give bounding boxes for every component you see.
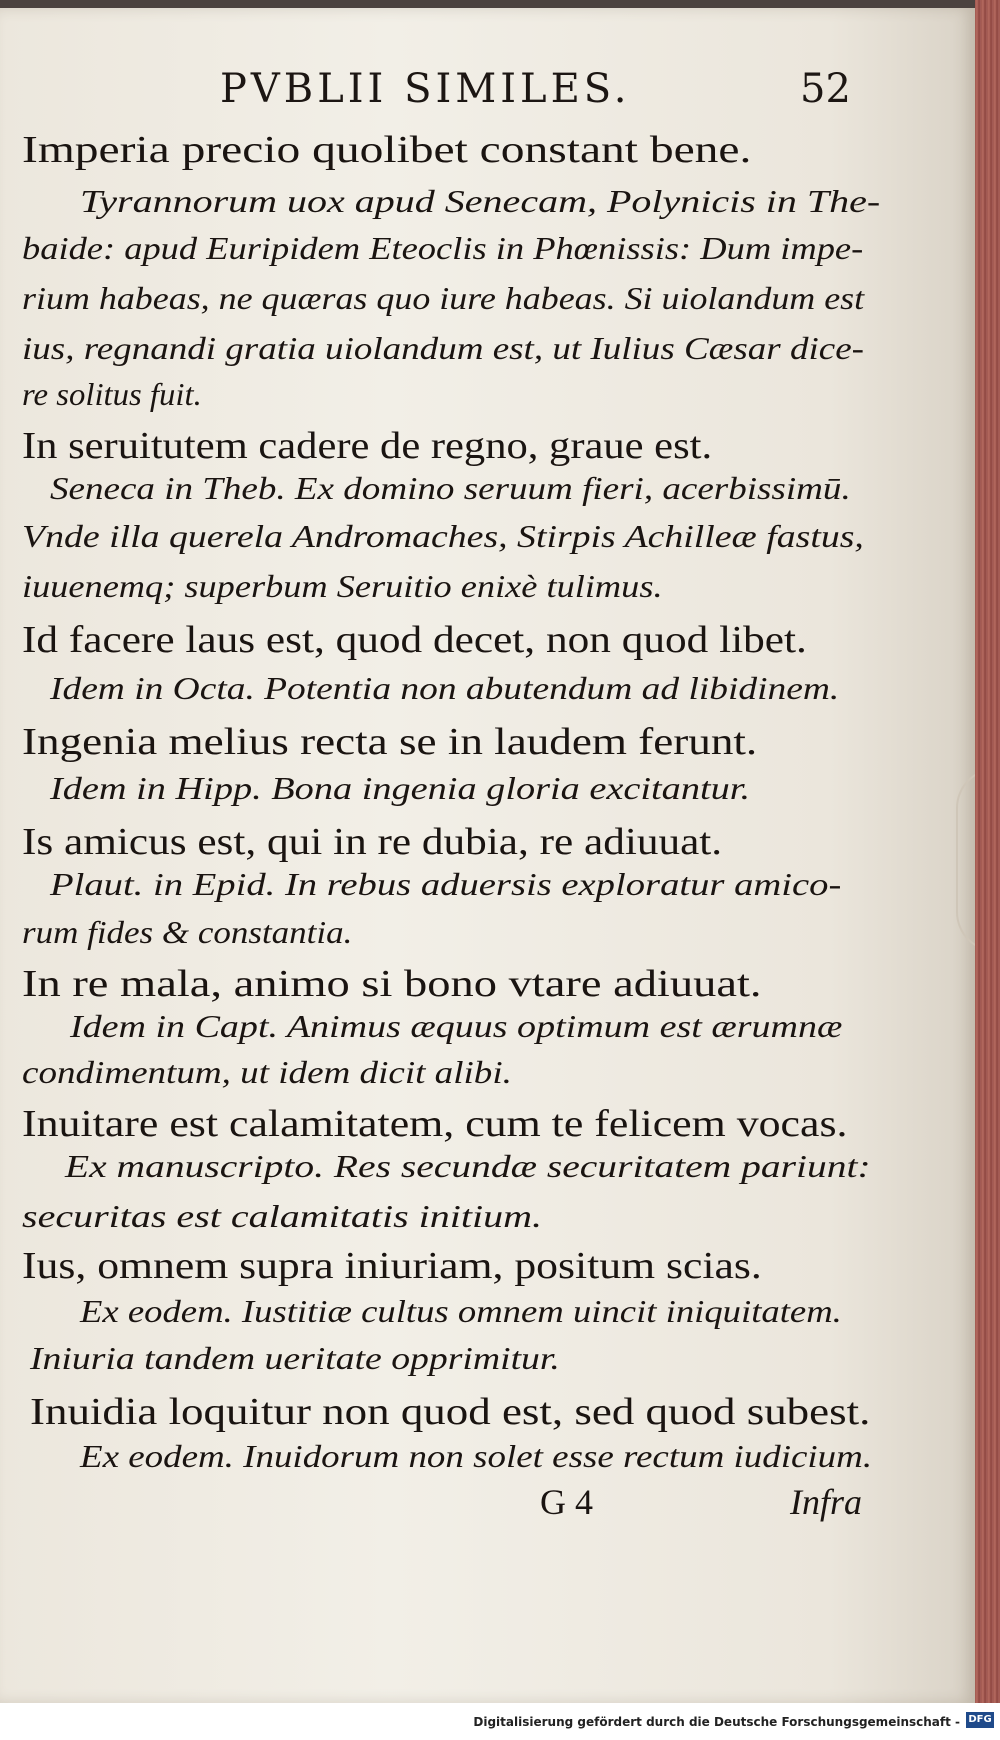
commentary-line: Ex eodem. Inuidorum non solet esse rectum iudicium. — [80, 1438, 873, 1474]
signature-mark: G 4 — [540, 1482, 593, 1522]
commentary-line: iuuenemq; superbum Seruitio enixè tulimus. — [22, 568, 663, 604]
commentary-line: Tyrannorum uox apud Senecam, Polynicis in The- — [80, 183, 881, 219]
book-edge — [975, 0, 1000, 1705]
proverb-line: In re mala, animo si bono vtare adiuuat. — [22, 963, 762, 1005]
credit-bar — [0, 1703, 1000, 1740]
commentary-line: rium habeas, ne quæras quo iure habeas. Si uiolandum est — [22, 280, 865, 316]
commentary-line: Idem in Octa. Potentia non abutendum ad libidinem. — [50, 670, 840, 706]
commentary-line: Iniuria tandem ueritate opprimitur. — [30, 1340, 560, 1376]
running-head: PVBLII SIMILES. — [220, 66, 631, 112]
commentary-line: Seneca in Theb. Ex domino seruum fieri, acerbissimū. — [50, 470, 851, 506]
commentary-line: Vnde illa querela Andromaches, Stirpis Achilleæ fastus, — [22, 518, 864, 554]
proverb-line: In seruitutem cadere de regno, graue est. — [22, 425, 713, 467]
proverb-line: Ingenia melius recta se in laudem ferunt. — [22, 721, 758, 763]
book-page — [0, 8, 975, 1703]
commentary-line: securitas est calamitatis initium. — [22, 1198, 542, 1234]
proverb-line: Inuitare est calamitatem, cum te felicem vocas. — [22, 1103, 848, 1145]
proverb-line: Is amicus est, qui in re dubia, re adiuuat. — [22, 821, 723, 863]
commentary-line: ius, regnandi gratia uiolandum est, ut Iulius Cæsar dice- — [22, 330, 864, 366]
dfg-logo-icon: DFG — [966, 1712, 994, 1728]
commentary-line: re solitus fuit. — [22, 376, 202, 412]
proverb-line: Id facere laus est, quod decet, non quod libet. — [22, 619, 807, 661]
proverb-line: Imperia precio quolibet constant bene. — [22, 129, 752, 171]
commentary-line: rum fides & constantia. — [22, 914, 353, 950]
proverb-line: Ius, omnem supra iniuriam, positum scias. — [22, 1245, 762, 1287]
commentary-line: baide: apud Euripidem Eteoclis in Phœnissis: Dum impe- — [22, 230, 864, 266]
commentary-line: Ex manuscripto. Res secundæ securitatem pariunt: — [65, 1148, 871, 1184]
page-header — [0, 66, 975, 116]
commentary-line: Idem in Hipp. Bona ingenia gloria excitantur. — [50, 770, 751, 806]
commentary-line: Plaut. in Epid. In rebus aduersis exploratur amico- — [50, 866, 842, 902]
catchword: Infra — [790, 1482, 862, 1522]
proverb-line: Inuidia loquitur non quod est, sed quod subest. — [30, 1391, 871, 1433]
commentary-line: Ex eodem. Iustitiæ cultus omnem uincit iniquitatem. — [80, 1293, 842, 1329]
credit-text: Digitalisierung gefördert durch die Deutsche Forschungsgemeinschaft - — [473, 1715, 960, 1729]
page-number: 52 — [800, 66, 851, 112]
commentary-line: Idem in Capt. Animus æquus optimum est ærumnæ — [70, 1008, 843, 1044]
commentary-line: condimentum, ut idem dicit alibi. — [22, 1054, 512, 1090]
